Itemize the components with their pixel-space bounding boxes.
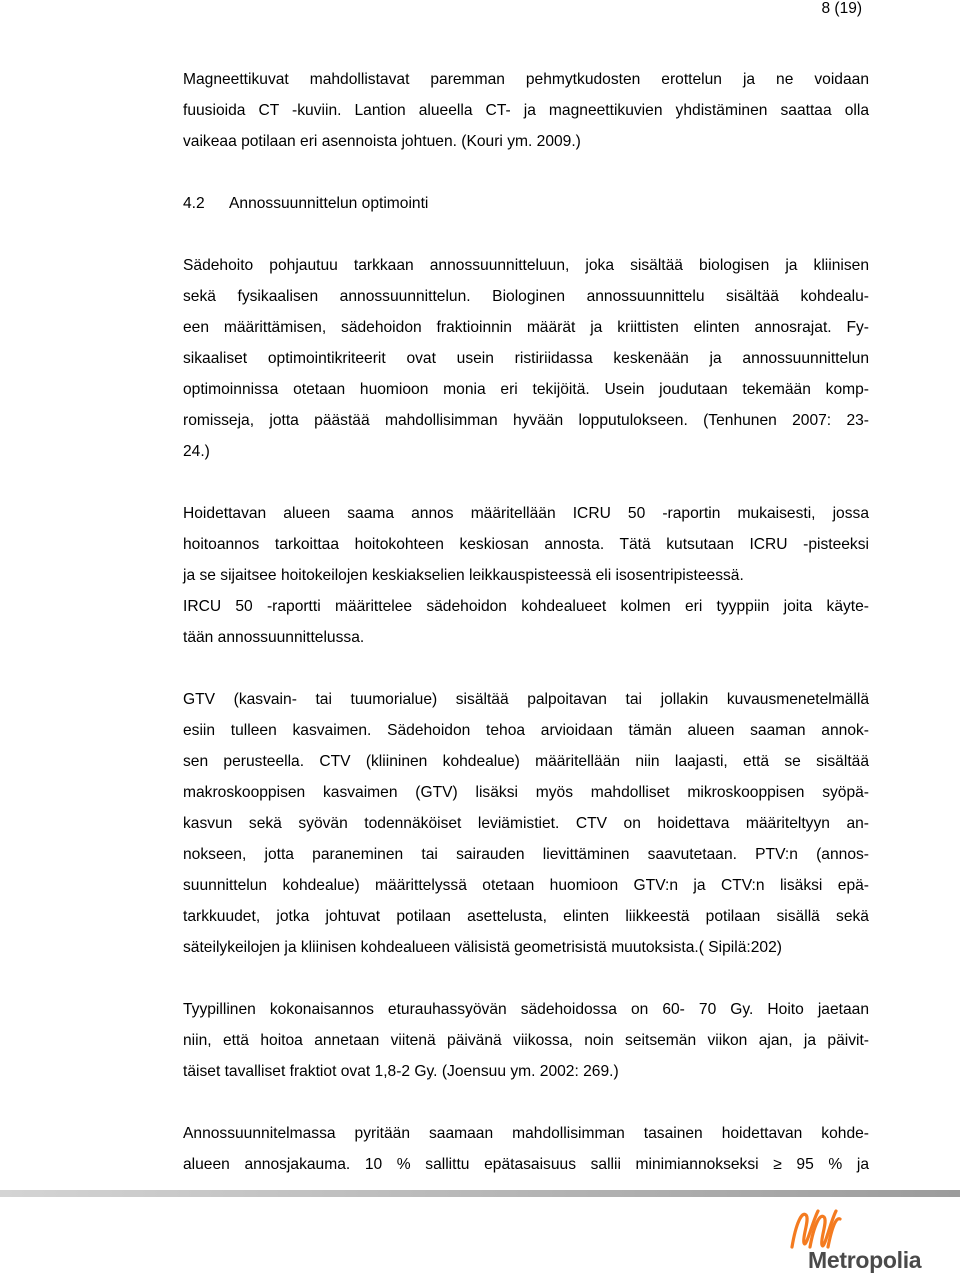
paragraph-line: sikaaliset optimointikriteerit ovat usein ristiriidassa keskenään ja annossuunnittelun <box>183 350 869 367</box>
paragraph-target-volumes <box>183 684 869 963</box>
paragraph-line: IRCU 50 -raportti määrittelee sädehoidon kohdealueet kolmen eri tyyppiin joita käyte- <box>183 598 869 615</box>
paragraph-line: suunnittelun kohdealue) määrittelyssä otetaan huomioon GTV:n ja CTV:n lisäksi epä- <box>183 877 869 894</box>
metropolia-logo <box>788 1203 928 1273</box>
paragraph-line: täiset tavalliset fraktiot ovat 1,8-2 Gy. (Joensuu ym. 2002: 269.) <box>183 1063 619 1080</box>
paragraph-line: tarkkuudet, jotka johtuvat potilaan asettelusta, elinten liikkeestä potilaan sisällä sekä <box>183 908 869 925</box>
paragraph-line: nokseen, jotta paraneminen tai sairauden lievittäminen saavutetaan. PTV:n (annos- <box>183 846 869 863</box>
paragraph-line: een määrittämisen, sädehoidon fraktioinnin määrät ja kriittisten elinten annosrajat. Fy- <box>183 319 869 336</box>
paragraph-line: romisseja, jotta päästää mahdollisimman hyvään lopputulokseen. (Tenhunen 2007: 23- <box>183 412 869 429</box>
paragraph-dose-distribution <box>183 1118 869 1180</box>
paragraph-line: makroskooppisen kasvaimen (GTV) lisäksi myös mahdolliset mikroskooppisen syöpä- <box>183 784 869 801</box>
paragraph-line: GTV (kasvain- tai tuumorialue) sisältää palpoitavan tai jollakin kuvausmenetelmällä <box>183 691 869 708</box>
section-number: 4.2 <box>183 195 205 212</box>
paragraph-line: sen perusteella. CTV (kliininen kohdealue) määritellään niin laajasti, että se sisältää <box>183 753 869 770</box>
paragraph-line: kasvun sekä syövän todennäköiset leviämistiet. CTV on hoidettava määriteltyyn an- <box>183 815 869 832</box>
section-title: Annossuunnittelun optimointi <box>229 195 429 212</box>
intro-paragraph <box>183 64 869 157</box>
paragraph-line: niin, että hoitoa annetaan viitenä päivänä viikossa, noin seitsemän viikon ajan, ja päivit- <box>183 1032 869 1049</box>
page-number: 8 (19) <box>821 0 862 17</box>
paragraph-line: 24.) <box>183 443 210 460</box>
paragraph-line: esiin tulleen kasvaimen. Sädehoidon tehoa arvioidaan tämän alueen saaman annok- <box>183 722 869 739</box>
paragraph-line: sekä fysikaalisen annossuunnittelun. Biologinen annossuunnittelu sisältää kohdealu- <box>183 288 869 305</box>
paragraph-line: optimoinnissa otetaan huomioon monia eri tekijöitä. Usein joudutaan tekemään komp- <box>183 381 869 398</box>
logo-text: Metropolia <box>808 1247 922 1273</box>
paragraph-line: hoitoannos tarkoittaa hoitokohteen keskiosan annosta. Tätä kutsutaan ICRU -pisteeksi <box>183 536 869 553</box>
paragraph-icru <box>183 498 869 653</box>
paragraph-line: Annossuunnitelmassa pyritään saamaan mahdollisimman tasainen hoidettavan kohde- <box>183 1125 869 1142</box>
paragraph-line: alueen annosjakauma. 10 % sallittu epätasaisuus sallii minimiannokseksi ≥ 95 % ja <box>183 1156 869 1173</box>
section-heading <box>183 188 869 219</box>
paragraph-line: Magneettikuvat mahdollistavat paremman pehmytkudosten erottelun ja ne voidaan <box>183 71 869 88</box>
footer-divider <box>0 1190 960 1197</box>
paragraph-line: fuusioida CT -kuviin. Lantion alueella CT- ja magneettikuvien yhdistäminen saattaa olla <box>183 102 869 119</box>
paragraph-line: Hoidettavan alueen saama annos määritellään ICRU 50 -raportin mukaisesti, jossa <box>183 505 869 522</box>
paragraph-line: säteilykeilojen ja kliinisen kohdealueen välisistä geometrisistä muutoksista.( Sipilä:202) <box>183 939 782 956</box>
paragraph-line: Sädehoito pohjautuu tarkkaan annossuunnitteluun, joka sisältää biologisen ja kliinisen <box>183 257 869 274</box>
metropolia-logo-mark-icon <box>788 1203 928 1253</box>
paragraph-line: tään annossuunnittelussa. <box>183 629 365 646</box>
paragraph-line: vaikeaa potilaan eri asennoista johtuen. (Kouri ym. 2009.) <box>183 133 581 150</box>
paragraph-total-dose <box>183 994 869 1087</box>
paragraph-line: ja se sijaitsee hoitokeilojen keskiakselien leikkauspisteessä eli isosentripisteessä. <box>183 567 744 584</box>
document-body <box>183 64 869 1211</box>
paragraph-line: Tyypillinen kokonaisannos eturauhassyövän sädehoidossa on 60- 70 Gy. Hoito jaetaan <box>183 1001 869 1018</box>
paragraph-optimization <box>183 250 869 467</box>
